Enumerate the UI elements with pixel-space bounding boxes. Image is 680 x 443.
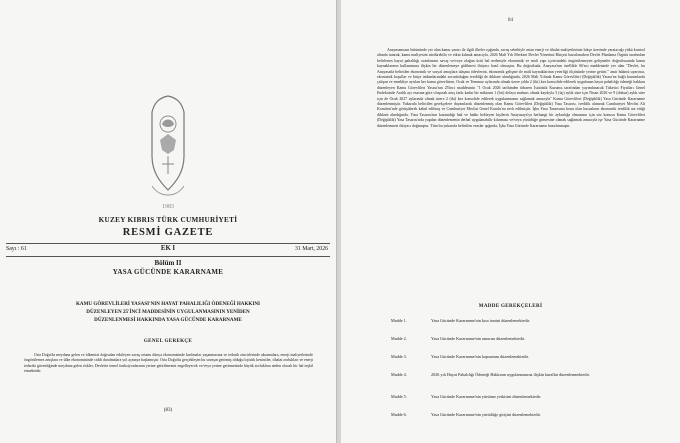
page-number-right: 84 (508, 18, 513, 23)
article-4-text: 2026 yılı Hayat Pahalılığı Ödeneği Hakkının uygulanmasına ilişkin kurallar düzenlenmektedir. (431, 372, 590, 377)
decree-title-line-3: DÜZENLENMESİ HAKKINDA YASA GÜCÜNDE KARARNAME (94, 317, 242, 323)
gazette-header-title: RESMİ GAZETE (122, 227, 214, 238)
header-rule-top (6, 243, 330, 244)
gazette-header-country: KUZEY KIBRIS TÜRK CUMHURİYETİ (98, 216, 238, 224)
article-justifications-heading: MADDE GEREKÇELERİ (478, 303, 543, 309)
gazette-page-right (341, 0, 680, 443)
article-1-text: Yasa Gücünde Kararname'nin kısa ismini düzenlemektedir. (431, 318, 530, 323)
right-body-paragraphs: Anayasamızın bütününde yer alan kamu yararı ile ilgili ilkeler ışığında, savaş sebebiyle artan enerji ve ithalat maliyetlerinin bütçe üzerinde yaratacağı yükü kontrol altında tutarak, kamu maliyesini sürdürebilir ve etkin kılmak amacıyla, 2026 Mali Yılı Merkezi Devlet Yönetimi Bütçesi hazırlanırken Devlet Planlama Örgütü tarafından belirlenen hayat pahalılığı oranlarının savaş ve/veya olağan üstü hal nedeniyle ekonomik ve mali yapı içerisindeki öngörülemeyen gelişmeler doğrultusunda kamu kaynaklarının kullanımına ilişkin bir düzenlemeye gidilmesi ihtiyacı hasıl olmuştur. Bu doğrultuda, Anayasa'nın özellikle 66'ncı maddesinde yer alan "Devlet, bu Anayasada belirtilen ekonomik ve sosyal amaçlara ulaşma ödevlerini, ekonomik gelişme ile mali kaynaklarının yeterliği ölçüsünde yerine getirir." amir hükmü uyarınca, ekonomik koşullar ve bütçe imkanlarındaki zorunluluğun ivediliği de dikkate alındığında, 2026 Mali Yılında Kamu Görevlileri (Değişiklik) Yasası'na bağlı kurumlarda çalışan ve emekliye ayrılan her kamu görevlisine, Ocak ve Temmuz aylarında olmak üzere yılda 2 (iki) kez konsolide edilerek uygulanan hayat pahalılığı ödeneği hakkını düzenleyen Kamu Görevlileri Yasası'nın 25'inci maddesinin "1 Ocak 2026 tarihinden itibaren İstatistik Kurumu tarafından yayımlanacak Tüketici Fiyatları Genel Endeksinde Aralık ayı esasına göre oluşacak artış farkı kadar bir miktarın 1 (bir) defaya mahsus olmak kaydıyla 3 (üç) aylık süre için Nisan 2026 ve 9 (dokuz) aylık süre için de Ocak 2027 aylarında olmak üzere 2 (iki) kez konsolide edilerek uygulanmasını sağlamak amacıyla" Kamu Görevlileri (Değişiklik) Yasa Gücünde Kararname düzenlenmiştir. Yukarıda belirtilen gerekçelere dayanılarak düzenlenmiş olan Kamu Görevlileri (Değişiklik) Yasa Tasarısı, ivedilik alınarak Cumhuriyet Meclisi Alt Komitesi'nde görüşülerek kabul edilmiş ve Cumhuriyet Meclisi Genel Kurulu'na sevk edilmiştir. İşbu Yasa Tasarısına konu olan hususların ekonomik ivedilik arz ettiği dikkate alındığında, Yasa Tasarısı'nın kasaındığı hak ve hakkı bekleyen kişilerin Anayasaya'ya herhangi bir aykırılığa olmaması için söz konusu Kamu Görevlileri (Değişiklik) Yasa Tasarısı'nda yapılan düzenlemenin derhal uygulanabilir kılınması ve/veya yürürlüğe girmesine olanak sağlamak amacıyla işe Yasa Gücünde Kararname düzenlenmesi ihtiyacı doğmuştur. Tüm bu yukarıda belirtilen esaslar ışığında, İşbu Yasa Gücünde Kararname hazırlanmıştır. (377, 48, 645, 128)
page-number-left: (83) (163, 408, 173, 413)
gazette-page-left (0, 0, 337, 443)
article-2-label: Madde 2. (391, 336, 407, 341)
decree-title-line-1: KAMU GÖREVLİLERİ YASASI'NIN HAYAT PAHALILIĞI ÖDENEĞİ HAKKINI (75, 301, 261, 307)
article-4-label: Madde 4. (391, 372, 407, 377)
supplement-label: EK I (160, 245, 176, 252)
article-6-label: Madde 6. (391, 412, 407, 417)
article-3-text: Yasa Gücünde Kararname'nin kapsamını düzenlemektedir. (431, 354, 529, 359)
article-5-label: Madde 5. (391, 394, 407, 399)
decree-title-line-2: DÜZENLEYEN 25'İNCİ MADDESİNİN UYGULANMASININ YENİDEN (86, 309, 250, 315)
header-rule-bottom (6, 256, 330, 257)
article-2-text: Yasa Gücünde Kararname'nin amacını düzenlemektedir. (431, 336, 525, 341)
issue-date: 31 Mart, 2026 (294, 246, 328, 252)
section-title: YASA GÜCÜNDE KARARNAME (112, 268, 224, 276)
justification-paragraph: Orta Doğu'da meydana gelen ve ülkemizi doğrudan etkileyen savaş ortamı dünya ekonomisinde kırılmalar yaşanmasına ve tedarik zincirlerinde aksamalara, enerji maliyetlerinde öngörülemez artışlara ve ülke ekonomisinde ciddi daralmalara yol açmaya başlamıştır. Orta Doğu'da gerçekleşen bu savaşın getirmiş olduğu lojistik kesintiler, ithalat zorlukları ve enerji tedariki güvenliğinde meydana gelen riskler, Devletin temel fonksiyonlarının yerine getirilmesini engelleyecek ve/veya yerine getirmesinde büyük zorluklara neden olacak bir hal teşkil etmektedir. (24, 353, 313, 374)
article-3-label: Madde 3. (391, 354, 407, 359)
issue-number: Sayı : 61 (6, 246, 27, 252)
section-label: Bölüm II (154, 259, 182, 267)
justification-heading: GENEL GEREKÇE (143, 338, 193, 344)
svg-text:1983: 1983 (162, 204, 174, 210)
article-1-label: Madde 1. (391, 318, 407, 323)
coat-of-arms-emblem (148, 94, 188, 212)
article-6-text: Yasa Gücünde Kararname'nin yürürlüğe girişini düzenlemektedir. (431, 412, 541, 417)
article-5-text: Yasa Gücünde Kararname'nin yürütme yetkisini düzenlemektedir. (431, 394, 542, 399)
